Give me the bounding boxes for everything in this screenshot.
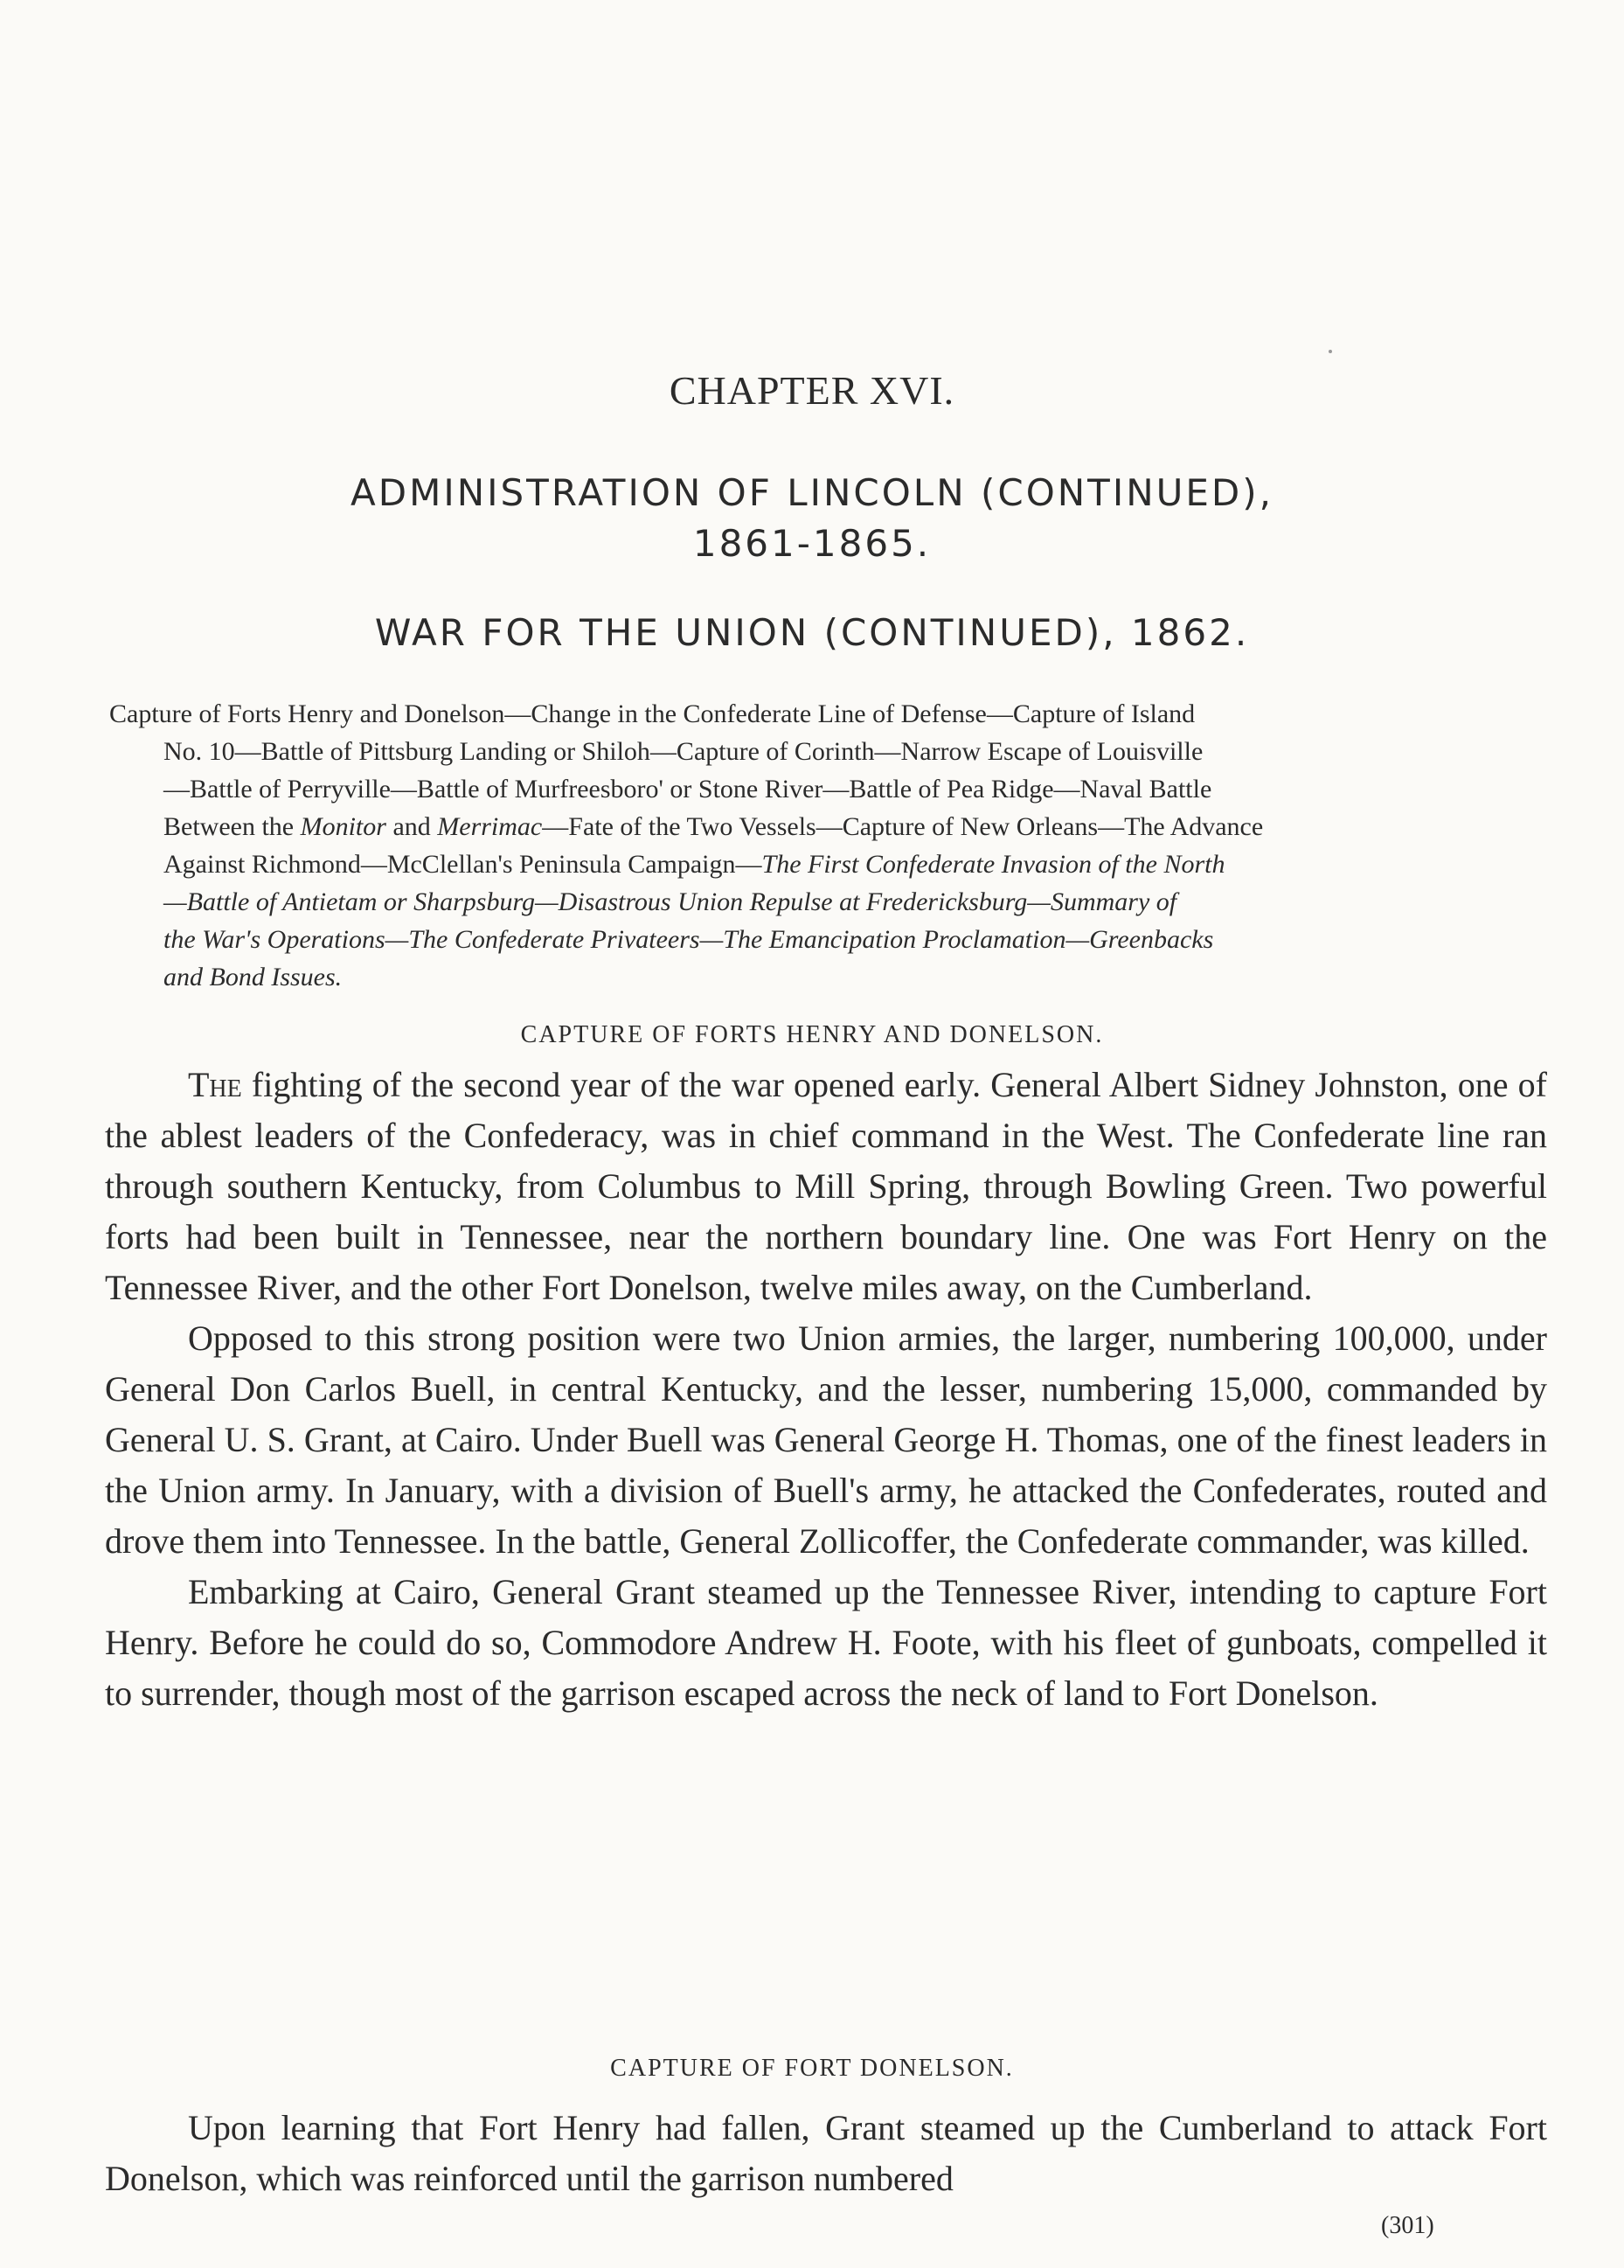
subtitle-line-1: ADMINISTRATION OF LINCOLN (CONTINUED), — [350, 471, 1274, 514]
summary-merrimac: Merrimac — [437, 812, 543, 841]
summary-line-8 — [109, 958, 1556, 996]
summary-line-5 — [109, 845, 1556, 883]
paragraph — [105, 1567, 1547, 1719]
summary-line-7-italic: the War's Operations—The Confederate Privateers—The Emancipation Proclamation—Greenbacks — [163, 925, 1214, 954]
section-body — [105, 1060, 1547, 1719]
paragraph-text: Upon learning that Fort Henry had fallen, Grant steamed up the Cumberland to attack Fort Donelson, which was reinforced until the garrison numbered — [105, 2108, 1547, 2198]
summary-line-7 — [109, 921, 1556, 958]
summary-line-3: —Battle of Perryville—Battle of Murfreesboro' or Stone River—Battle of Pea Ridge—Naval Battle — [163, 775, 1212, 804]
summary-line-8-italic: and Bond Issues. — [163, 963, 343, 991]
summary-monitor: Monitor — [300, 812, 386, 841]
chapter-summary — [109, 695, 1556, 996]
summary-line-6 — [109, 883, 1556, 921]
section-heading: CAPTURE OF FORT DONELSON. — [610, 2055, 1014, 2082]
paragraph — [105, 1313, 1547, 1567]
summary-line-4-b: and — [385, 812, 438, 841]
summary-line-5-a: Against Richmond—McClellan's Peninsula Campaign— — [163, 850, 762, 879]
subtitle-line-2: 1861-1865. — [692, 522, 932, 565]
summary-line-4-c: —Fate of the Two Vessels—Capture of New Orleans—The Advance — [542, 812, 1264, 841]
summary-line-4-a: Between the — [163, 812, 301, 841]
section-heading: CAPTURE OF FORTS HENRY AND DONELSON. — [520, 1021, 1104, 1048]
summary-line-6-italic: —Battle of Antietam or Sharpsburg—Disastrous Union Repulse at Fredericksburg—Summary of — [163, 887, 1177, 916]
paragraph — [105, 2103, 1547, 2204]
summary-line-4 — [109, 808, 1556, 845]
summary-line-1: Capture of Forts Henry and Donelson—Change in the Confederate Line of Defense—Capture of Island — [109, 699, 1196, 728]
chapter-subtitle — [0, 468, 1624, 569]
paragraph-text: fighting of the second year of the war opened early. General Albert Sidney Johnston, one of the ablest leaders of the Confederacy, was in chief command in the West. The Confederate line ran through southern Kentucky, from Columbus to Mill Spring, through Bowling Green. Two powerful forts had been built in Tennessee, near the northern boundary line. One was Fort Henry on the Tennessee River, and the other Fort Donelson, twelve miles away, on the Cumberland. — [105, 1065, 1547, 1307]
paragraph-text: Opposed to this strong position were two Union armies, the larger, numbering 100,000, under General Don Carlos Buell, in central Kentucky, and the lesser, numbering 15,000, commanded by General U. S. Grant, at Cairo. Under Buell was General George H. Thomas, one of the finest leaders in the Union army. In January, with a division of Buell's army, he attacked the Confederates, routed and drove them into Tennessee. In the battle, General Zollicoffer, the Confederate commander, was killed. — [105, 1318, 1547, 1561]
summary-line-5-italic: The First Confederate Invasion of the North — [761, 850, 1225, 879]
paragraph-text: Embarking at Cairo, General Grant steamed up the Tennessee River, intending to capture Fort Henry. Before he could do so, Commodore Andrew H. Foote, with his fleet of gunboats, compelled it to surrender, though most of the garrison escaped across the neck of land to Fort Donelson. — [105, 1572, 1547, 1713]
section-body — [105, 2103, 1547, 2204]
paragraph — [105, 1060, 1547, 1313]
paragraph-lead: The — [188, 1065, 242, 1104]
summary-line-2: No. 10—Battle of Pittsburg Landing or Shiloh—Capture of Corinth—Narrow Escape of Louisville — [163, 737, 1204, 766]
chapter-title: CHAPTER XVI. — [669, 368, 955, 413]
war-heading: WAR FOR THE UNION (CONTINUED), 1862. — [374, 611, 1250, 654]
page-number: (301) — [1381, 2212, 1434, 2239]
ink-speck — [1329, 350, 1332, 353]
